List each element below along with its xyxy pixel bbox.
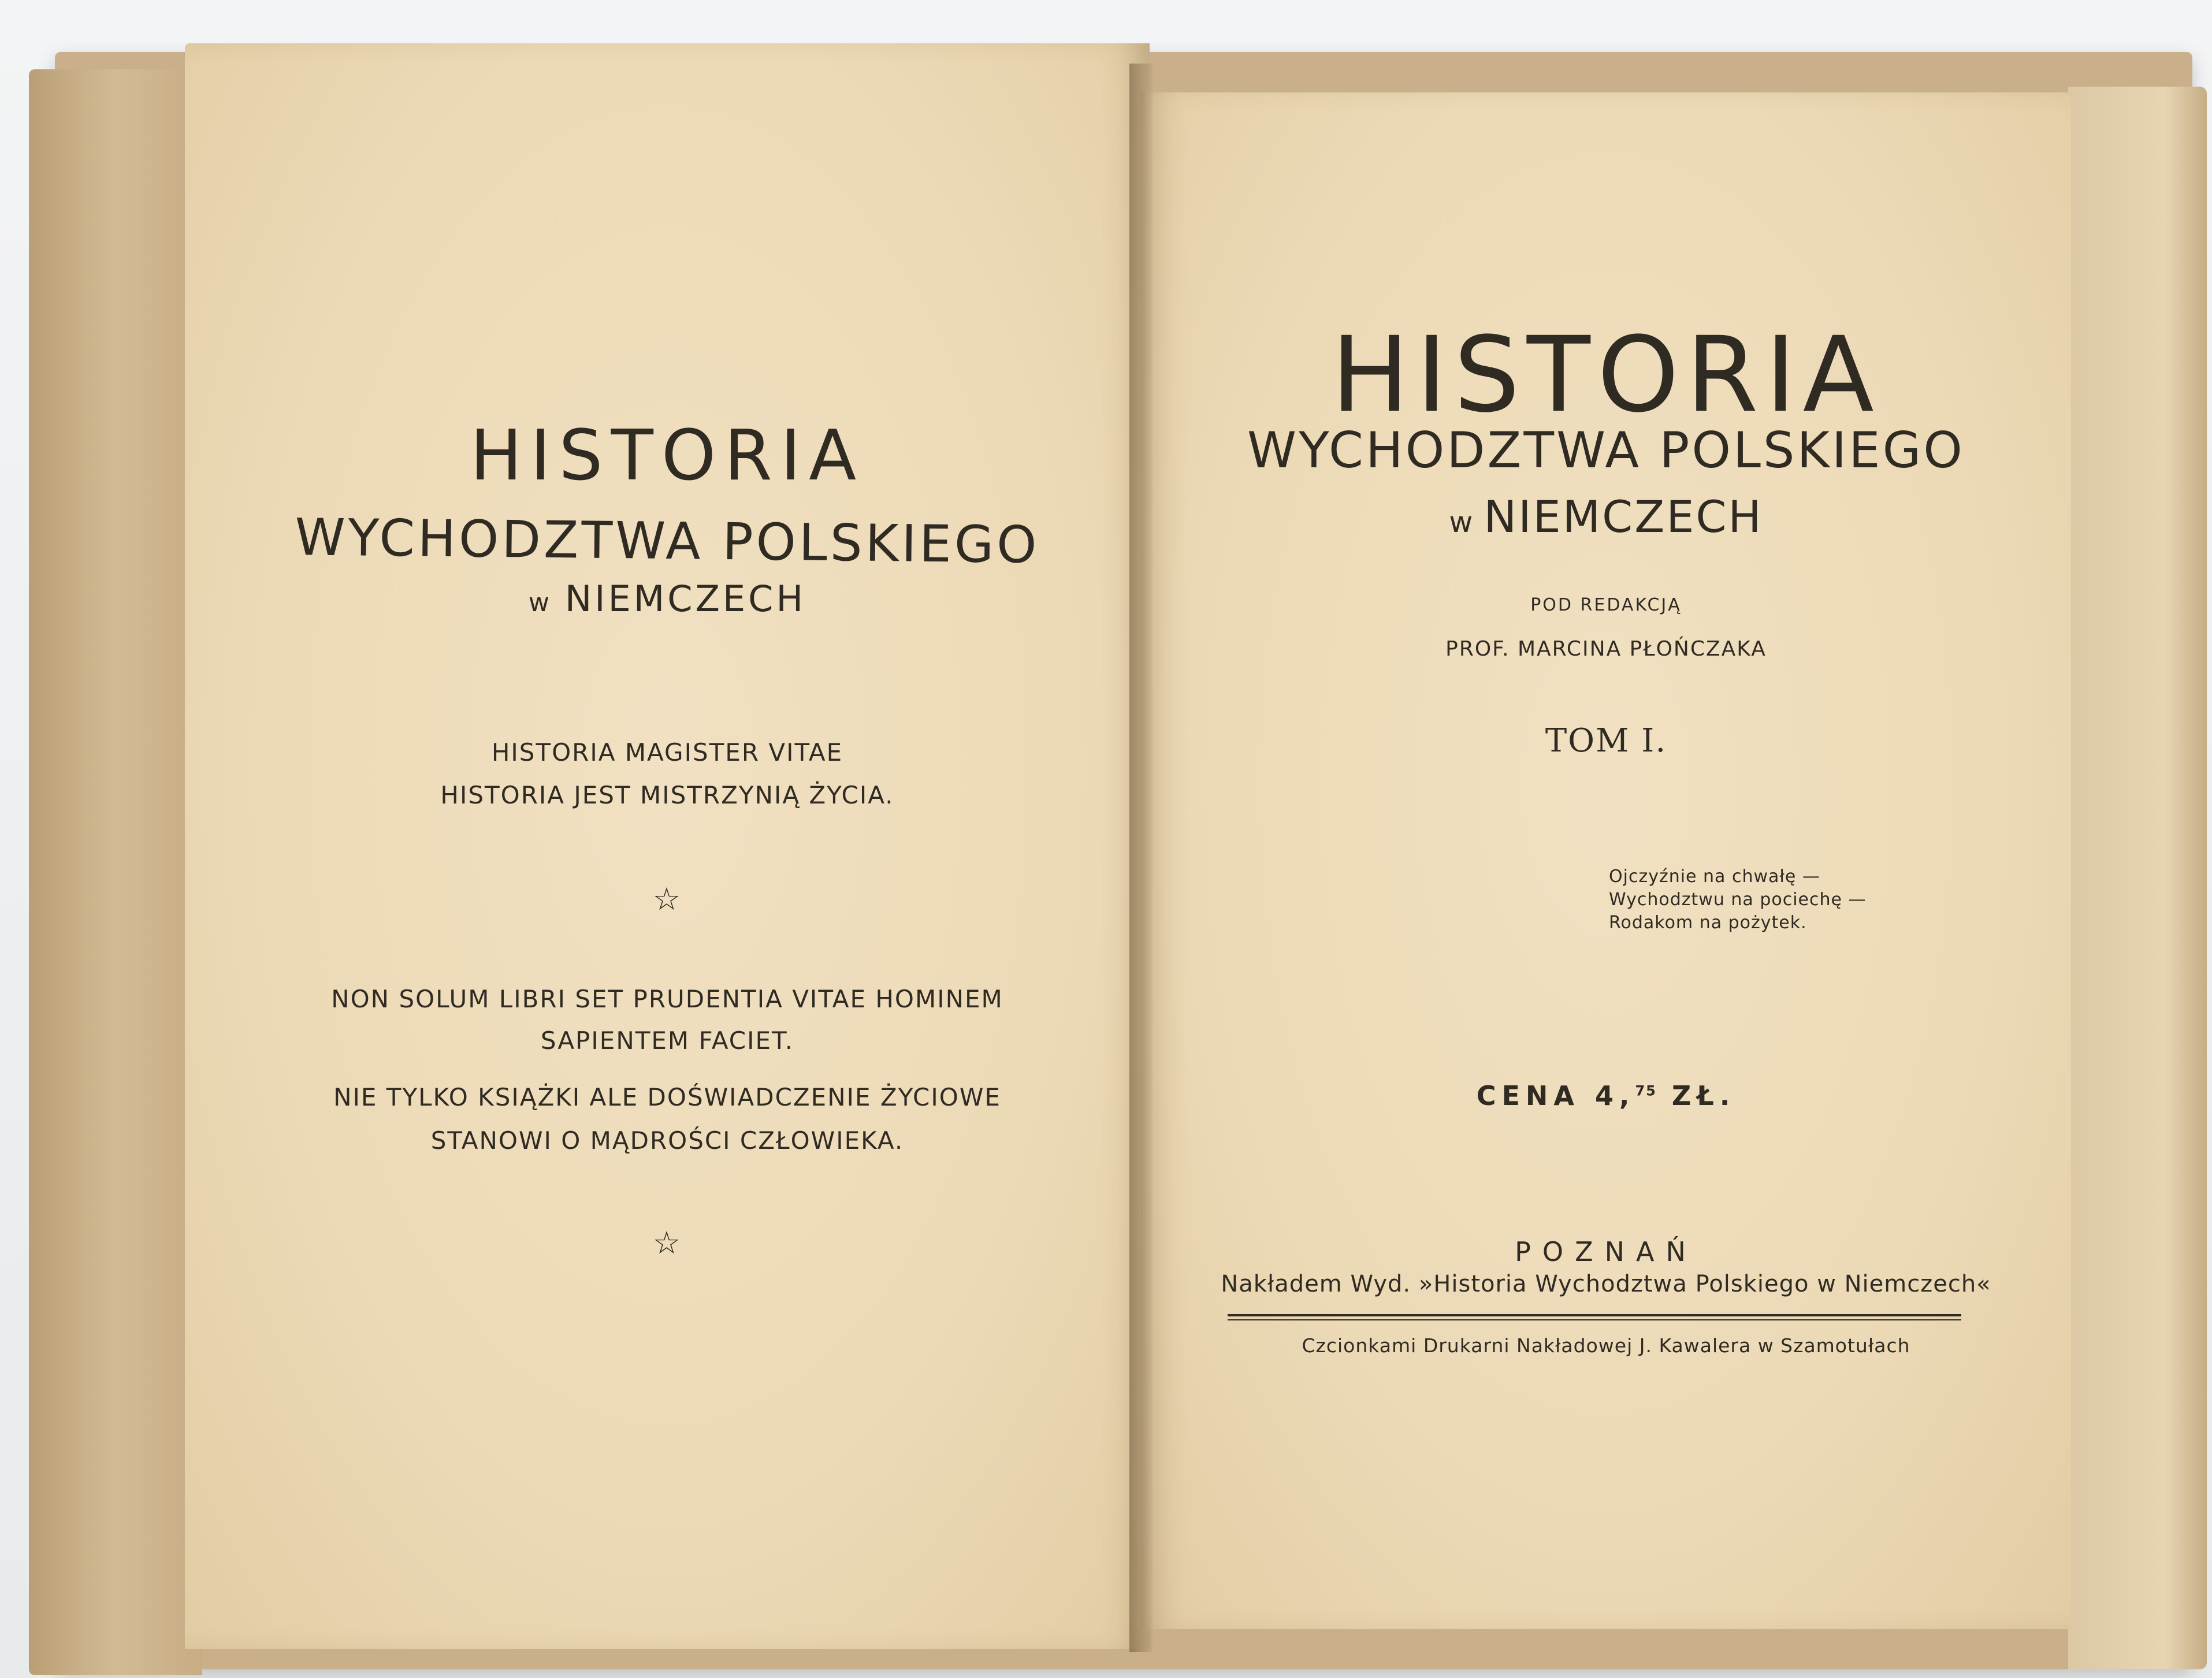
left-title: HISTORIA: [470, 416, 865, 496]
star-ornament-icon: ☆: [652, 1225, 682, 1261]
star-ornament-icon: ☆: [652, 881, 682, 917]
editor-label: POD REDAKCJĄ: [1530, 595, 1682, 615]
divider-rule: [1228, 1314, 1961, 1316]
motto-line-2: Wychodztwu na pociechę —: [1609, 890, 1867, 910]
book-left-edge: [29, 69, 202, 1675]
book-page-stack: [2068, 87, 2207, 1669]
right-subtitle: WYCHODZTWA POLSKIEGO: [1247, 422, 1965, 479]
volume-label: TOM I.: [1545, 722, 1667, 760]
polish-line-2: STANOWI O MĄDROŚCI CZŁOWIEKA.: [430, 1126, 904, 1155]
left-subtitle: WYCHODZTWA POLSKIEGO: [295, 507, 1040, 575]
latin-line-2: SAPIENTEM FACIET.: [540, 1026, 794, 1055]
divider-rule-thin: [1228, 1319, 1961, 1320]
publisher-line: Nakładem Wyd. »Historia Wychodztwa Polskiego w Niemczech«: [1221, 1271, 1991, 1297]
price: [1141, 1080, 2071, 1111]
right-place-prefix: w: [1449, 505, 1475, 539]
book-gutter: [1129, 64, 1153, 1652]
printer-line: Czcionkami Drukarni Nakładowej J. Kawalera w Szamotułach: [1302, 1334, 1910, 1357]
right-page: [1141, 92, 2071, 1629]
price-unit: ZŁ.: [1656, 1080, 1736, 1111]
editor-name: PROF. MARCINA PŁOŃCZAKA: [1445, 637, 1767, 661]
motto-line-3: Rodakom na pożytek.: [1609, 913, 1807, 933]
quote-line-2: HISTORIA JEST MISTRZYNIĄ ŻYCIA.: [440, 781, 894, 809]
price-main: CENA 4,: [1476, 1080, 1635, 1111]
left-page: [185, 43, 1150, 1649]
quote-line-1: HISTORIA MAGISTER VITAE: [491, 738, 843, 767]
right-place-name: NIEMCZECH: [1484, 491, 1763, 542]
latin-line-1: NON SOLUM LIBRI SET PRUDENTIA VITAE HOMINEM: [331, 985, 1003, 1013]
left-place: [185, 578, 1150, 620]
price-sup: 75: [1635, 1082, 1657, 1099]
right-place: [1141, 491, 2071, 542]
city: POZNAŃ: [1515, 1236, 1697, 1267]
right-title: HISTORIA: [1331, 315, 1881, 436]
polish-line-1: NIE TYLKO KSIĄŻKI ALE DOŚWIADCZENIE ŻYCIOWE: [333, 1083, 1001, 1111]
left-place-name: NIEMCZECH: [564, 578, 806, 620]
left-place-prefix: w: [528, 588, 552, 617]
motto-line-1: Ojczyźnie na chwałę —: [1609, 866, 1820, 887]
